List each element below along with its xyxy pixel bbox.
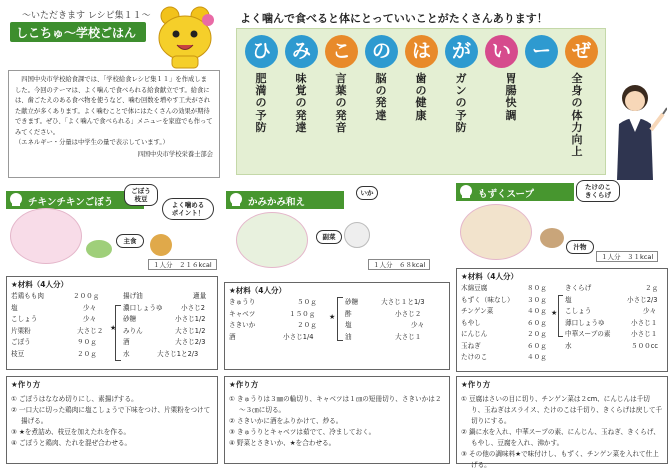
recipe-step: ① 豆腐はさいの目に切り、チンゲン菜は２cm、にんじんは千切り、玉ねぎはスライス、たけのこは千切り、きくらげは戻して千切りにする。 [461,395,663,425]
ingredient-amount: ８０ｇ [527,284,547,292]
ingredient-name: 塩 [11,303,18,312]
hiragana-ko: こ [325,35,358,68]
benefit-teeth: 歯の健康 [415,72,427,122]
recipe-step: ③ きゅうりとキャベツは茹でて、冷ましておく。 [229,428,376,436]
benefit-stamina: 全身の体力向上 [571,72,583,159]
recipe-2-calories: １人分 ６８kcal [368,259,430,270]
recipe-2-steps-title: ★作り方 [229,380,259,389]
recipe-3-title: もずくスープ [478,189,535,200]
hiragana-i: い [485,35,518,68]
hiragana-ga: が [445,35,478,68]
ingredient-name: にんじん [461,330,488,338]
recipe-1-materials-title: ★材料（4人分） [11,280,68,289]
ingredient-name: 木綿豆腐 [461,284,488,292]
ingredient-amount: 大さじ２ [77,326,104,335]
recipe-2-title-bar [226,191,344,209]
ingredient-amount: 小さじ1/4 [283,332,314,341]
ingredient-amount: 少々 [83,315,97,323]
chef-hat-icon [458,184,474,200]
sauce-amount: 大さじ1/2 [175,326,206,335]
ingredient-amount: ６０ｇ [527,318,547,327]
ingredient-amount: ５０ｇ [297,298,317,306]
benefit-brain: 脳の発達 [375,72,387,122]
hiragana-hi: ひ [245,35,278,68]
recipe-2-materials-box [224,282,450,370]
hiragana-mi: み [285,35,318,68]
recipe-2-materials-title: ★材料（4人分） [229,286,286,295]
ingredient-name: 若鶏もも肉 [11,292,44,300]
recipe-2-tag: いか [356,186,378,200]
recipe-1-tag: ごぼう 枝豆 [124,184,158,206]
sauce-bracket [558,295,563,337]
hiragana-no: の [365,35,398,68]
sauce-name: こしょう [565,307,592,315]
sauce-marker-star: ★ [110,324,117,332]
sauce-name: 薄口しょうゆ [565,318,605,327]
ingredient-amount: ９０ｇ [77,338,97,346]
chef-hat-icon [228,192,244,208]
benefit-cancer: ガンの予防 [455,72,467,134]
recipe-1-serving-badge: 主食 [116,234,144,248]
benefits-headline: よく噛んで食べると体にとっていいことがたくさんあります！ [240,12,548,25]
sauce-amount: 大さじ１と1/3 [381,298,425,306]
intro-note: （エネルギー・分量は中学生の量で表示しています。） [15,139,169,146]
ingredient-name: 片栗粉 [11,326,31,335]
sauce-amount: 大さじ2/3 [175,338,206,346]
ingredient-name: 酒 [229,332,236,341]
ingredient-name: もずく（味なし） [461,295,514,304]
sauce-name: 中華スープの素 [565,330,611,338]
hiragana-long: ー [525,35,558,68]
recipe-step: ② さきいかに酒をふりかけて、炒る。 [229,417,343,425]
recipe-1-point-bubble: よく噛める ポイント！ [162,198,214,220]
ingredient-amount: ６０ｇ [527,341,547,350]
recipe-1-photo [10,208,82,264]
benefit-taste: 味覚の発達 [295,72,307,134]
sauce-name: 油 [345,332,352,341]
chef-hat-icon [8,192,24,208]
hiragana-ha: は [405,35,438,68]
sauce-name: 酢 [345,309,352,318]
recipe-step: ③ ★を煮詰め、枝豆を加えたれを作る。 [11,428,131,436]
sauce-name: 揚げ油 [123,292,143,300]
sauce-name: 砂糖 [345,298,359,306]
ingredient-name: 枝豆 [11,349,25,358]
hiragana-ze: ぜ [565,35,598,68]
ingredient-amount: ３０ｇ [527,295,547,304]
sauce-amount: ５００cc [631,341,659,350]
ingredient-amount: １５０ｇ [289,309,316,318]
recipe-step: ③ その他の調味料★で味付けし、もずく、チンゲン菜を入れて仕上げる。 [461,450,659,469]
ingredient-amount: 少々 [83,303,97,312]
benefit-speech: 言葉の発音 [335,72,347,134]
benefit-obesity: 肥満の予防 [255,72,267,134]
sauce-amount: 小さじ１ [631,330,658,338]
sauce-amount: 小さじ2/3 [627,295,658,304]
recipe-3-calories: １人分 ３１kcal [596,251,658,262]
sauce-amount: 小さじ2 [181,303,205,312]
mascot-illustration [150,4,220,70]
intro-text-box [8,70,220,178]
sauce-name: 塩 [345,321,352,329]
recipe-3-serving-badge: 汁物 [566,240,594,254]
recipe-step: ② 鍋に水を入れ、中華スープの素、にんじん、玉ねぎ、きくらげ、もやし、豆腐を入れ、沸かす。 [461,428,660,447]
benefit-digestion: 胃腸快調 [505,72,517,122]
recipe-2-photo [236,212,308,268]
ingredient-amount: ４０ｇ [527,353,547,361]
recipe-3-steps-box [456,376,668,469]
sauce-marker-star: ★ [551,309,558,317]
recipe-3-materials-title: ★材料（4人分） [461,272,518,281]
recipe-1-plate-icon [86,240,112,258]
sauce-name: 塩 [565,295,572,304]
ingredient-name: こしょう [11,315,38,323]
sauce-amount: 適量 [193,292,207,300]
ingredient-name: さきいか [229,321,256,329]
sauce-name: 水 [565,341,572,350]
sauce-name: 酒 [123,338,130,346]
sauce-amount: 小さじ１ [631,318,658,327]
sauce-amount: 少々 [411,321,425,329]
recipe-3-bowl-icon [540,228,564,248]
recipe-1-calories: １人分 ２１６kcal [148,259,217,270]
sauce-amount: 大さじ１ [395,332,422,341]
recipe-step: ① ごぼうはななめ切りにし、素揚げする。 [11,395,138,403]
teacher-illustration [605,80,667,180]
sauce-name: きくらげ [565,284,592,292]
benefits-banner [236,28,606,175]
ingredient-name: 玉ねぎ [461,341,481,350]
sauce-amount: 小さじ1/2 [175,315,206,323]
recipe-1-steps-title: ★作り方 [11,380,41,389]
sauce-name: みりん [123,326,143,335]
recipe-3-steps-title: ★作り方 [461,380,491,389]
sauce-amount: 小さじ２ [395,309,422,318]
sauce-marker-star: ★ [329,313,336,321]
recipe-3-title-bar [456,183,574,201]
recipe-2-bowl-icon [344,222,370,248]
recipe-step: ② 一口大に切った鶏肉に塩こしょうで下味をつけ、片栗粉をつけて揚げる。 [11,406,211,425]
sauce-name: 濃口しょうゆ [123,303,163,312]
recipe-step: ④ 野菜とさきいか、★を合わせる。 [229,439,336,447]
ingredient-amount: ２０ｇ [527,330,547,338]
recipe-1-materials-box [6,276,218,370]
ingredient-name: キャベツ [229,309,256,318]
sauce-name: 水 [123,349,130,358]
ingredient-name: もやし [461,318,481,327]
ingredient-amount: ２００ｇ [73,292,100,300]
intro-text: 四国中央市学校給食課では、「学校給食レシピ集１１」を作成しました。今回のテーマは、よく噛んで食べられる給食献立です。給食には、歯ごたえのある食べ物を使うなど、噛む回数を増やす工夫がされた献立が多くあります。よく噛むことで体にはたくさんの効果が期待できます。ぜひ、「よく噛んで食べられる」メニューを家庭でも作ってみてください。 [15,76,213,136]
recipe-1-steps-box [6,376,218,464]
ingredient-name: ごぼう [11,338,31,346]
sauce-amount: ２ｇ [645,284,659,292]
recipe-1-bowl-icon [150,234,172,256]
sauce-bracket [115,305,121,361]
sauce-bracket [337,297,343,341]
recipe-2-serving-badge: 副菜 [316,230,342,244]
ingredient-amount: ２０ｇ [297,321,317,329]
ingredient-name: たけのこ [461,353,488,361]
page-title: しこちゅ〜学校ごはん [10,22,146,42]
recipe-step: ④ ごぼうと鶏肉、たれを混ぜ合わせる。 [11,439,132,447]
ingredient-name: チンゲン菜 [461,307,494,315]
recipe-2-title: かみかみ和え [248,197,306,208]
recipe-2-steps-box [224,376,450,464]
ingredient-name: きゅうり [229,298,256,306]
sauce-amount: 大さじ1と2/3 [157,349,199,358]
recipe-1-title: チキンチキンごぼう [28,197,114,208]
intro-organization: 四国中央市学校栄養士部会 [137,150,213,158]
sauce-amount: 少々 [643,307,657,315]
recipe-step: ① きゅうりは３㎜の輪切り、キャベツは１㎝の短冊切り、さきいかは２～３㎝に切る。 [229,395,442,414]
ingredient-amount: ２０ｇ [77,349,97,358]
series-subtitle: 〜いただきます レシピ集１１〜 [22,11,151,21]
recipe-3-photo [460,204,532,260]
recipe-3-materials-box [456,268,668,372]
recipe-3-tag: たけのこ きくらげ [576,180,620,202]
sauce-name: 砂糖 [123,315,137,323]
ingredient-amount: ４０ｇ [527,307,547,315]
